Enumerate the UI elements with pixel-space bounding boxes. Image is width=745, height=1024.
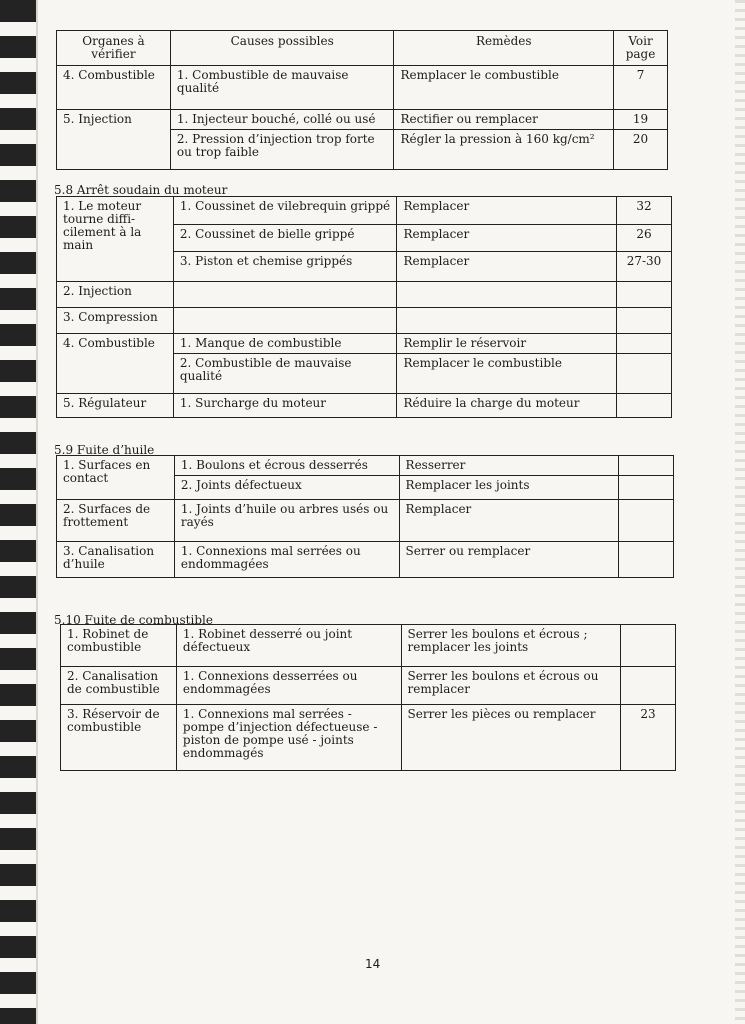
cause-cell: 1. Boulons et écrous desserrés (174, 456, 399, 476)
organe-cell: 4. Combustible (57, 334, 174, 394)
table-row (61, 625, 676, 667)
remede-cell: Serrer les boulons et écrous ; remplacer les joints (401, 625, 621, 667)
table-row (57, 334, 672, 354)
spiral-binding (0, 0, 36, 1024)
section-title-5-9: 5.9 Fuite d’huile (54, 443, 155, 457)
page-cell (619, 476, 674, 500)
page-cell (619, 542, 674, 578)
page-cell (617, 334, 672, 354)
organe-cell: 1. Robinet de combustible (61, 625, 177, 667)
remede-cell: Remplacer (397, 197, 617, 225)
organe-cell: 5. Régulateur (57, 394, 174, 418)
header-causes: Causes possibles (170, 31, 394, 66)
remede-cell: Remplacer les joints (399, 476, 619, 500)
remede-cell: Régler la pression à 160 kg/cm² (394, 130, 614, 170)
organe-cell: 3. Compression (57, 308, 174, 334)
remede-cell: Rectifier ou remplacer (394, 110, 614, 130)
table-row (57, 500, 674, 542)
cause-cell: 2. Coussinet de bielle grippé (173, 224, 397, 252)
table-arret-soudain (56, 196, 672, 418)
organe-cell: 1. Le moteur tourne diffi- cilement à la main (57, 197, 174, 282)
remede-cell: Resserrer (399, 456, 619, 476)
table-row (57, 542, 674, 578)
organe-cell: 1. Surfaces en contact (57, 456, 175, 500)
header-remedes: Remèdes (394, 31, 614, 66)
table-row (57, 110, 668, 130)
scan-speckle (735, 0, 745, 1024)
table-combustible-injection (56, 30, 668, 170)
page-cell (617, 354, 672, 394)
organe-cell: 5. Injection (57, 110, 171, 170)
remede-cell: Serrer les pièces ou remplacer (401, 705, 621, 771)
remede-cell: Remplacer le combustible (394, 66, 614, 110)
section-title-5-10: 5.10 Fuite de combustible (54, 613, 213, 627)
cause-cell: 2. Combustible de mauvaise qualité (173, 354, 397, 394)
cause-cell: 1. Coussinet de vilebrequin grippé (173, 197, 397, 225)
page-cell: 32 (617, 197, 672, 225)
organe-cell: 4. Combustible (57, 66, 171, 110)
table-header-row (57, 31, 668, 66)
page-cell (621, 667, 676, 705)
cause-cell: 1. Surcharge du moteur (173, 394, 397, 418)
page-cell: 20 (614, 130, 668, 170)
remede-cell: Remplacer (397, 252, 617, 282)
page-cell: 19 (614, 110, 668, 130)
page-cell (617, 282, 672, 308)
table-row (57, 394, 672, 418)
page-cell (619, 456, 674, 476)
section-title-5-8: 5.8 Arrêt soudain du moteur (54, 183, 228, 197)
page-cell: 26 (617, 224, 672, 252)
cause-cell (173, 308, 397, 334)
page-cell: 7 (614, 66, 668, 110)
page-cell: 27-30 (617, 252, 672, 282)
remede-cell: Remplir le réservoir (397, 334, 617, 354)
organe-cell: 2. Canalisation de combustible (61, 667, 177, 705)
cause-cell: 1. Robinet desserré ou joint défectueux (176, 625, 401, 667)
table-row (61, 705, 676, 771)
page-cell (621, 625, 676, 667)
organe-cell: 3. Canalisation d’huile (57, 542, 175, 578)
table-row (57, 308, 672, 334)
remede-cell: Serrer les boulons et écrous ou remplacer (401, 667, 621, 705)
table-row (61, 667, 676, 705)
page-cell: 23 (621, 705, 676, 771)
cause-cell: 1. Combustible de mauvaise qualité (170, 66, 394, 110)
remede-cell: Remplacer le combustible (397, 354, 617, 394)
page-cell (617, 308, 672, 334)
cause-cell: 1. Connexions mal serrées - pompe d’injection défectueuse - piston de pompe usé - joints endommagés (176, 705, 401, 771)
page-cell (619, 500, 674, 542)
organe-cell: 2. Injection (57, 282, 174, 308)
cause-cell: 1. Connexions desserrées ou endommagées (176, 667, 401, 705)
remede-cell: Remplacer (399, 500, 619, 542)
table-row (57, 456, 674, 476)
header-voir-page: Voir page (614, 31, 668, 66)
cause-cell: 1. Joints d’huile ou arbres usés ou rayés (174, 500, 399, 542)
cause-cell: 1. Connexions mal serrées ou endommagées (174, 542, 399, 578)
cause-cell (173, 282, 397, 308)
header-organes: Organes à vérifier (57, 31, 171, 66)
remede-cell (397, 282, 617, 308)
page-number: 14 (365, 957, 381, 971)
cause-cell: 2. Pression d’injection trop forte ou trop faible (170, 130, 394, 170)
remede-cell: Réduire la charge du moteur (397, 394, 617, 418)
organe-cell: 3. Réservoir de combustible (61, 705, 177, 771)
page-edge (36, 0, 38, 1024)
remede-cell (397, 308, 617, 334)
cause-cell: 3. Piston et chemise grippés (173, 252, 397, 282)
remede-cell: Remplacer (397, 224, 617, 252)
page-cell (617, 394, 672, 418)
remede-cell: Serrer ou remplacer (399, 542, 619, 578)
cause-cell: 1. Manque de combustible (173, 334, 397, 354)
organe-cell: 2. Surfaces de frottement (57, 500, 175, 542)
cause-cell: 2. Joints défectueux (174, 476, 399, 500)
table-row (57, 197, 672, 225)
table-row (57, 282, 672, 308)
cause-cell: 1. Injecteur bouché, collé ou usé (170, 110, 394, 130)
table-row (57, 66, 668, 110)
table-fuite-combustible (60, 624, 676, 771)
table-fuite-huile (56, 455, 674, 578)
